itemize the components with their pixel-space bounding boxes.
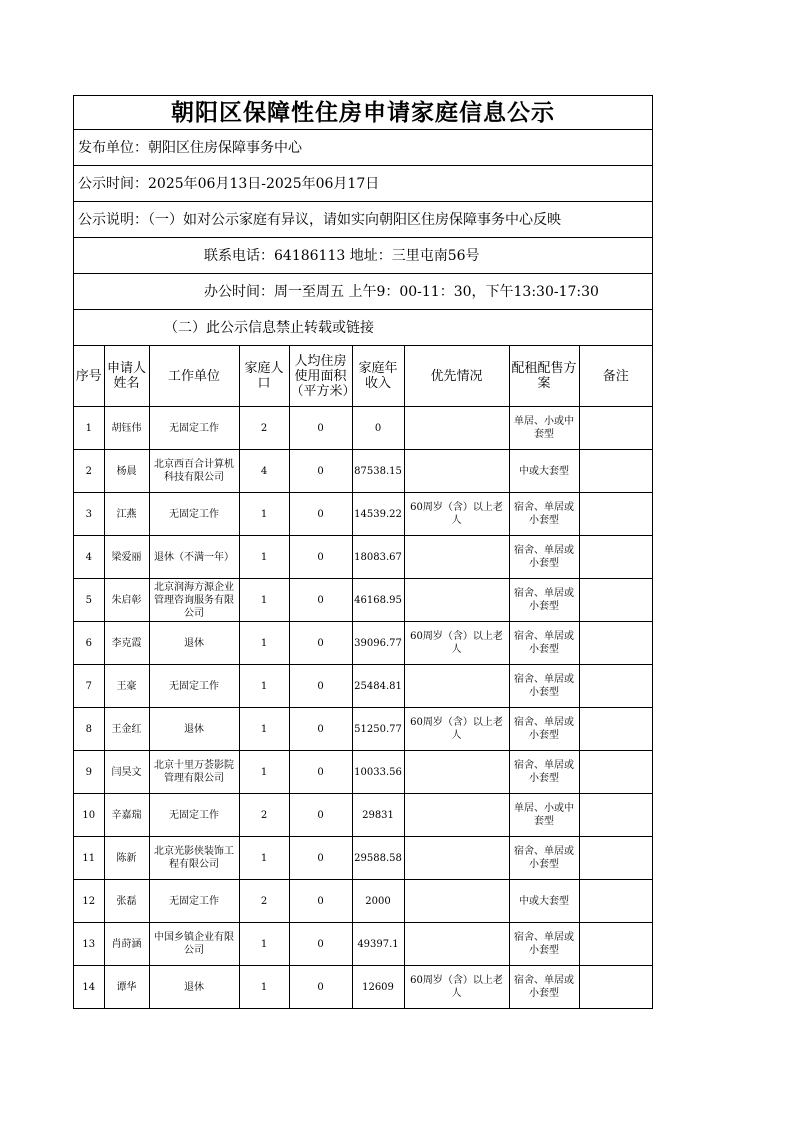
cell-income: 12609: [352, 966, 404, 1009]
table-row: [74, 579, 652, 622]
cell-no: 6: [74, 622, 104, 665]
cell-name: 王金红: [104, 708, 149, 751]
table-row: [74, 837, 652, 880]
cell-remark: [579, 579, 652, 622]
cell-members: 4: [239, 450, 289, 493]
cell-plan: 宿舍、单居或小套型: [509, 579, 579, 622]
cell-remark: [579, 751, 652, 794]
cell-income: 29831: [352, 794, 404, 837]
cell-name: 陈新: [104, 837, 149, 880]
table-row: [74, 493, 652, 536]
cell-members: 1: [239, 493, 289, 536]
cell-members: 2: [239, 407, 289, 450]
cell-income: 10033.56: [352, 751, 404, 794]
cell-priority: 60周岁（含）以上老人: [404, 493, 509, 536]
cell-plan: 宿舍、单居或小套型: [509, 665, 579, 708]
cell-name: 辛嘉瑞: [104, 794, 149, 837]
header-priority: 优先情况: [404, 346, 509, 407]
cell-remark: [579, 880, 652, 923]
cell-name: 王豪: [104, 665, 149, 708]
cell-employer: 中国乡镇企业有限公司: [149, 923, 239, 966]
cell-members: 1: [239, 923, 289, 966]
table-row: [74, 966, 652, 1009]
cell-area: 0: [289, 794, 352, 837]
cell-plan: 宿舍、单居或小套型: [509, 837, 579, 880]
cell-plan: 宿舍、单居或小套型: [509, 966, 579, 1009]
cell-no: 3: [74, 493, 104, 536]
cell-employer: 退休: [149, 708, 239, 751]
cell-income: 18083.67: [352, 536, 404, 579]
cell-no: 13: [74, 923, 104, 966]
applicant-table: [74, 346, 652, 1009]
table-row: [74, 880, 652, 923]
cell-plan: 宿舍、单居或小套型: [509, 923, 579, 966]
cell-no: 10: [74, 794, 104, 837]
cell-employer: 北京润海方源企业管理咨询服务有限公司: [149, 579, 239, 622]
cell-no: 8: [74, 708, 104, 751]
cell-no: 1: [74, 407, 104, 450]
cell-plan: 中或大套型: [509, 450, 579, 493]
cell-priority: [404, 536, 509, 579]
note-office-hours: 办公时间：周一至周五 上午9：00-11：30，下午13:30-17:30: [74, 274, 652, 310]
cell-no: 12: [74, 880, 104, 923]
period-line: 公示时间：2025年06月13日-2025年06月17日: [74, 166, 652, 202]
cell-plan: 宿舍、单居或小套型: [509, 493, 579, 536]
cell-name: 杨晨: [104, 450, 149, 493]
cell-priority: [404, 665, 509, 708]
cell-name: 朱启彰: [104, 579, 149, 622]
table-row: [74, 665, 652, 708]
cell-remark: [579, 450, 652, 493]
header-plan: 配租配售方案: [509, 346, 579, 407]
cell-priority: [404, 450, 509, 493]
cell-plan: 中或大套型: [509, 880, 579, 923]
cell-area: 0: [289, 880, 352, 923]
cell-area: 0: [289, 665, 352, 708]
cell-priority: [404, 407, 509, 450]
cell-no: 4: [74, 536, 104, 579]
cell-area: 0: [289, 536, 352, 579]
cell-area: 0: [289, 579, 352, 622]
cell-plan: 宿舍、单居或小套型: [509, 536, 579, 579]
cell-remark: [579, 837, 652, 880]
cell-income: 87538.15: [352, 450, 404, 493]
table-row: [74, 751, 652, 794]
header-name: 申请人姓名: [104, 346, 149, 407]
cell-employer: 退休: [149, 622, 239, 665]
header-area: 人均住房使用面积（平方米）: [289, 346, 352, 407]
cell-name: 李克霞: [104, 622, 149, 665]
table-row: [74, 622, 652, 665]
cell-plan: 宿舍、单居或小套型: [509, 708, 579, 751]
cell-remark: [579, 708, 652, 751]
cell-priority: [404, 751, 509, 794]
cell-plan: 单居、小或中套型: [509, 407, 579, 450]
cell-employer: 无固定工作: [149, 880, 239, 923]
cell-remark: [579, 536, 652, 579]
cell-employer: 无固定工作: [149, 493, 239, 536]
cell-priority: 60周岁（含）以上老人: [404, 966, 509, 1009]
cell-income: 51250.77: [352, 708, 404, 751]
cell-employer: 退休（不满一年）: [149, 536, 239, 579]
cell-area: 0: [289, 751, 352, 794]
cell-members: 1: [239, 751, 289, 794]
note-line-1: 公示说明：（一）如对公示家庭有异议，请如实向朝阳区住房保障事务中心反映: [74, 202, 652, 238]
cell-remark: [579, 665, 652, 708]
table-row: [74, 450, 652, 493]
cell-no: 7: [74, 665, 104, 708]
cell-area: 0: [289, 923, 352, 966]
table-row: [74, 536, 652, 579]
cell-members: 1: [239, 966, 289, 1009]
cell-no: 11: [74, 837, 104, 880]
cell-income: 49397.1: [352, 923, 404, 966]
cell-income: 0: [352, 407, 404, 450]
table-row: [74, 923, 652, 966]
header-employer: 工作单位: [149, 346, 239, 407]
header-members: 家庭人口: [239, 346, 289, 407]
cell-remark: [579, 622, 652, 665]
cell-name: 张磊: [104, 880, 149, 923]
cell-members: 2: [239, 880, 289, 923]
cell-members: 2: [239, 794, 289, 837]
header-no: 序号: [74, 346, 104, 407]
cell-priority: 60周岁（含）以上老人: [404, 708, 509, 751]
cell-priority: 60周岁（含）以上老人: [404, 622, 509, 665]
cell-remark: [579, 794, 652, 837]
cell-members: 1: [239, 708, 289, 751]
cell-name: 梁爱丽: [104, 536, 149, 579]
cell-remark: [579, 493, 652, 536]
publisher-line: 发布单位：朝阳区住房保障事务中心: [74, 130, 652, 166]
cell-income: 14539.22: [352, 493, 404, 536]
table-row: [74, 794, 652, 837]
cell-income: 2000: [352, 880, 404, 923]
cell-plan: 宿舍、单居或小套型: [509, 751, 579, 794]
cell-remark: [579, 966, 652, 1009]
cell-name: 胡钰伟: [104, 407, 149, 450]
cell-no: 14: [74, 966, 104, 1009]
page-title: 朝阳区保障性住房申请家庭信息公示: [74, 96, 652, 130]
cell-employer: 无固定工作: [149, 794, 239, 837]
cell-name: 谭华: [104, 966, 149, 1009]
cell-no: 2: [74, 450, 104, 493]
cell-area: 0: [289, 450, 352, 493]
cell-area: 0: [289, 493, 352, 536]
cell-employer: 无固定工作: [149, 665, 239, 708]
cell-priority: [404, 794, 509, 837]
cell-priority: [404, 579, 509, 622]
cell-income: 46168.95: [352, 579, 404, 622]
cell-plan: 单居、小或中套型: [509, 794, 579, 837]
cell-no: 9: [74, 751, 104, 794]
cell-remark: [579, 407, 652, 450]
note-line-2: （二）此公示信息禁止转载或链接: [74, 310, 652, 346]
cell-no: 5: [74, 579, 104, 622]
cell-income: 29588.58: [352, 837, 404, 880]
cell-members: 1: [239, 536, 289, 579]
cell-remark: [579, 923, 652, 966]
cell-employer: 退休: [149, 966, 239, 1009]
cell-name: 闫昊文: [104, 751, 149, 794]
cell-area: 0: [289, 622, 352, 665]
cell-income: 39096.77: [352, 622, 404, 665]
header-remark: 备注: [579, 346, 652, 407]
cell-priority: [404, 880, 509, 923]
cell-plan: 宿舍、单居或小套型: [509, 622, 579, 665]
note-contact: 联系电话：64186113 地址：三里屯南56号: [74, 238, 652, 274]
cell-area: 0: [289, 708, 352, 751]
cell-members: 1: [239, 622, 289, 665]
cell-area: 0: [289, 407, 352, 450]
table-header-row: [74, 346, 652, 407]
cell-area: 0: [289, 837, 352, 880]
cell-priority: [404, 923, 509, 966]
cell-members: 1: [239, 579, 289, 622]
cell-members: 1: [239, 837, 289, 880]
cell-employer: 北京光影侠装饰工程有限公司: [149, 837, 239, 880]
cell-employer: 北京十里万荟影院管理有限公司: [149, 751, 239, 794]
cell-name: 江燕: [104, 493, 149, 536]
cell-name: 肖莳涵: [104, 923, 149, 966]
table-row: [74, 708, 652, 751]
cell-priority: [404, 837, 509, 880]
table-row: [74, 407, 652, 450]
notice-sheet: [73, 95, 653, 1009]
cell-employer: 无固定工作: [149, 407, 239, 450]
table-body: [74, 407, 652, 1009]
header-income: 家庭年收入: [352, 346, 404, 407]
cell-area: 0: [289, 966, 352, 1009]
cell-employer: 北京西百合计算机科技有限公司: [149, 450, 239, 493]
cell-members: 1: [239, 665, 289, 708]
cell-income: 25484.81: [352, 665, 404, 708]
